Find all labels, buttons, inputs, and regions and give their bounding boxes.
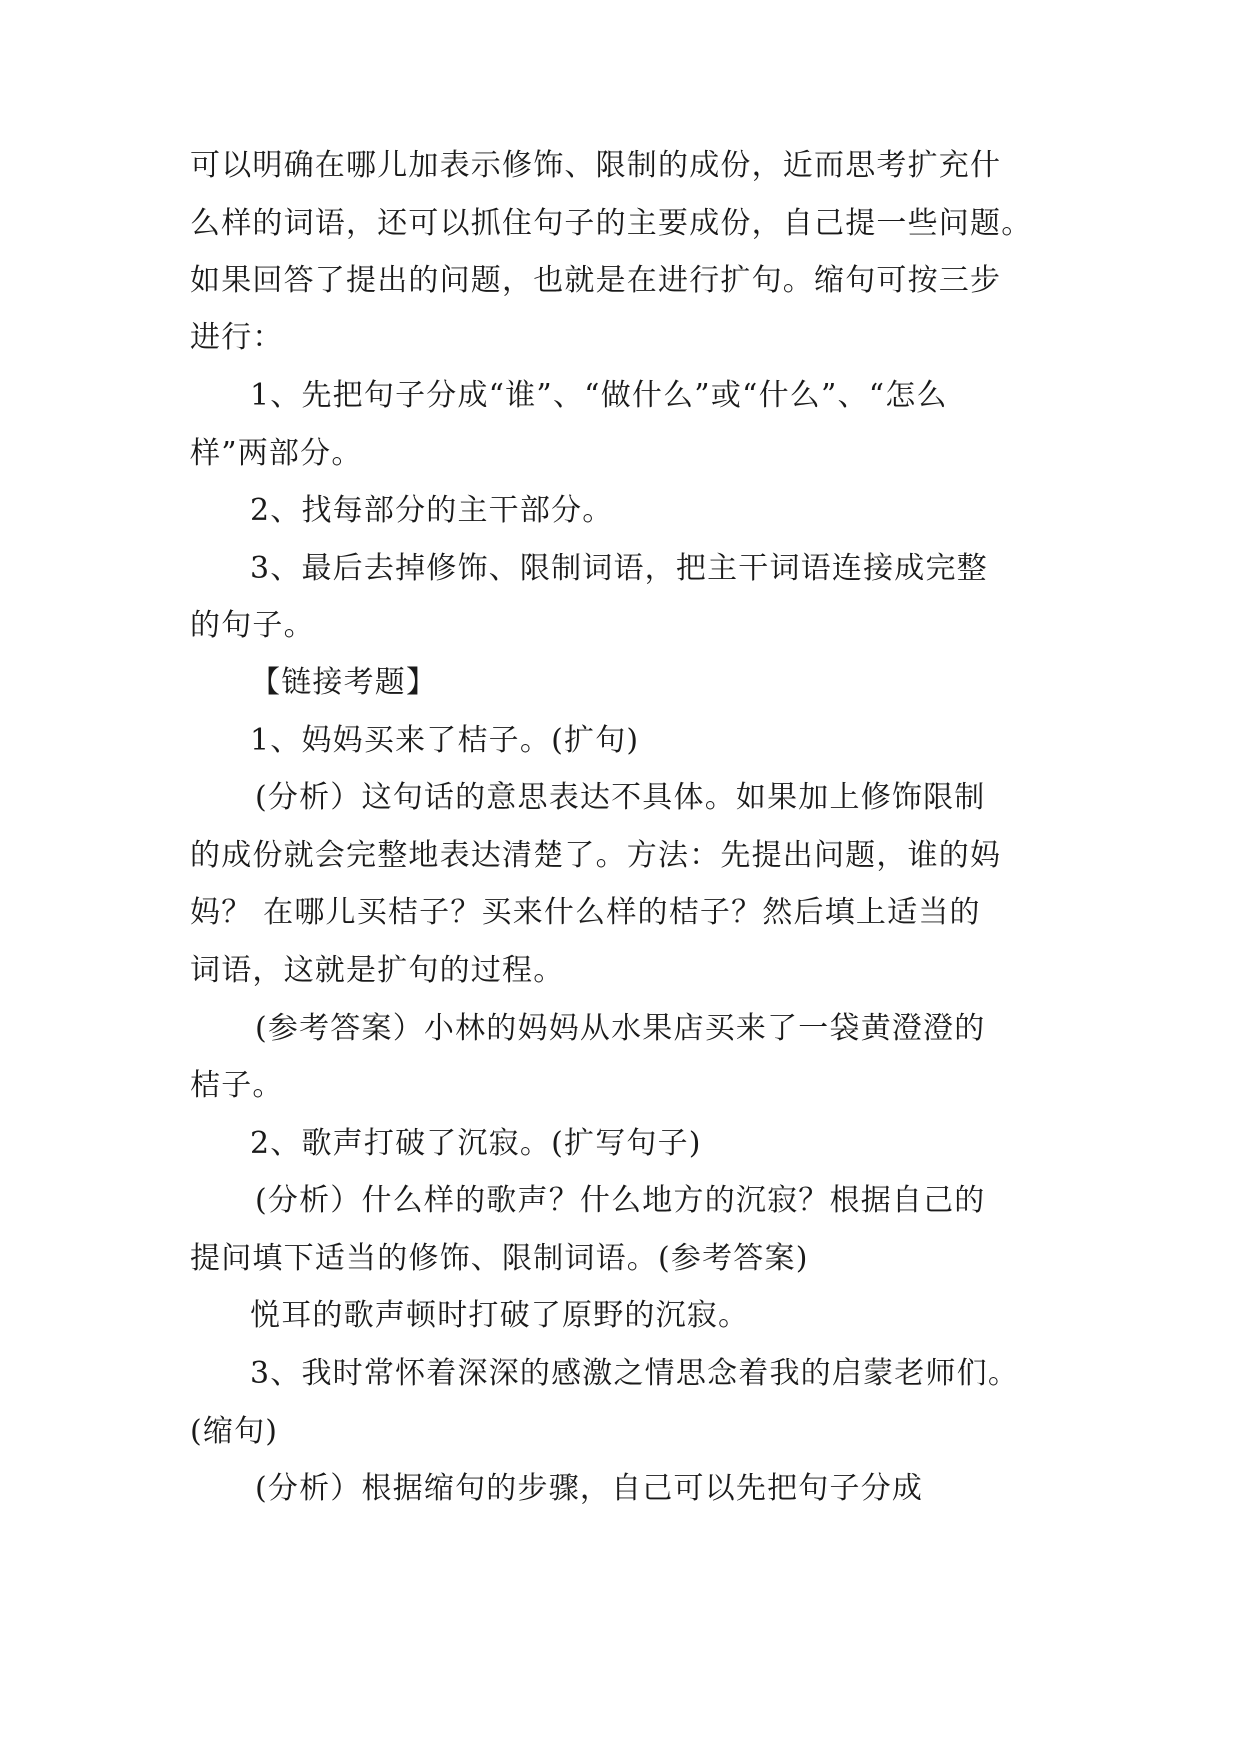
text-line: 2、歌声打破了沉寂。(扩写句子) [250, 1126, 702, 1161]
text-line: (分析）什么样的歌声？什么地方的沉寂？根据自己的 [255, 1183, 986, 1218]
text-line: (缩句) [190, 1414, 279, 1449]
text-line: 提问填下适当的修饰、限制词语。(参考答案) [190, 1241, 809, 1276]
text-line: 进行： [190, 320, 284, 355]
text-line: 3、最后去掉修饰、限制词语，把主干词语连接成完整 [250, 551, 988, 586]
text-line: 如果回答了提出的问题，也就是在进行扩句。缩句可按三步 [190, 263, 1002, 298]
text-line: (分析）这句话的意思表达不具体。如果加上修饰限制 [255, 780, 986, 815]
text-line: 1、先把句子分成“谁”、“做什么”或“什么”、“怎么 [250, 378, 948, 413]
text-line: (参考答案）小林的妈妈从水果店买来了一袋黄澄澄的 [255, 1011, 986, 1046]
text-line: (分析）根据缩句的步骤，自己可以先把句子分成 [255, 1471, 924, 1506]
text-line: 1、妈妈买来了桔子。(扩句) [250, 723, 640, 758]
text-line: 桔子。 [190, 1068, 284, 1103]
text-line: 可以明确在哪儿加表示修饰、限制的成份，近而思考扩充什 [190, 148, 1002, 183]
text-line: 的成份就会完整地表达清楚了。方法：先提出问题，谁的妈 [190, 838, 1002, 873]
text-line: 词语，这就是扩句的过程。 [190, 953, 565, 988]
text-line: 的句子。 [190, 608, 315, 643]
text-line: 悦耳的歌声顿时打破了原野的沉寂。 [250, 1298, 750, 1333]
text-line: 3、我时常怀着深深的感激之情思念着我的启蒙老师们。 [250, 1356, 1020, 1391]
text-line: 么样的词语，还可以抓住句子的主要成份，自己提一些问题。 [190, 206, 1033, 241]
section-heading: 【链接考题】 [250, 665, 438, 700]
text-line: 2、找每部分的主干部分。 [250, 493, 614, 528]
text-line: 样”两部分。 [190, 436, 363, 471]
text-line: 妈？ 在哪儿买桔子？买来什么样的桔子？然后填上适当的 [190, 895, 981, 930]
